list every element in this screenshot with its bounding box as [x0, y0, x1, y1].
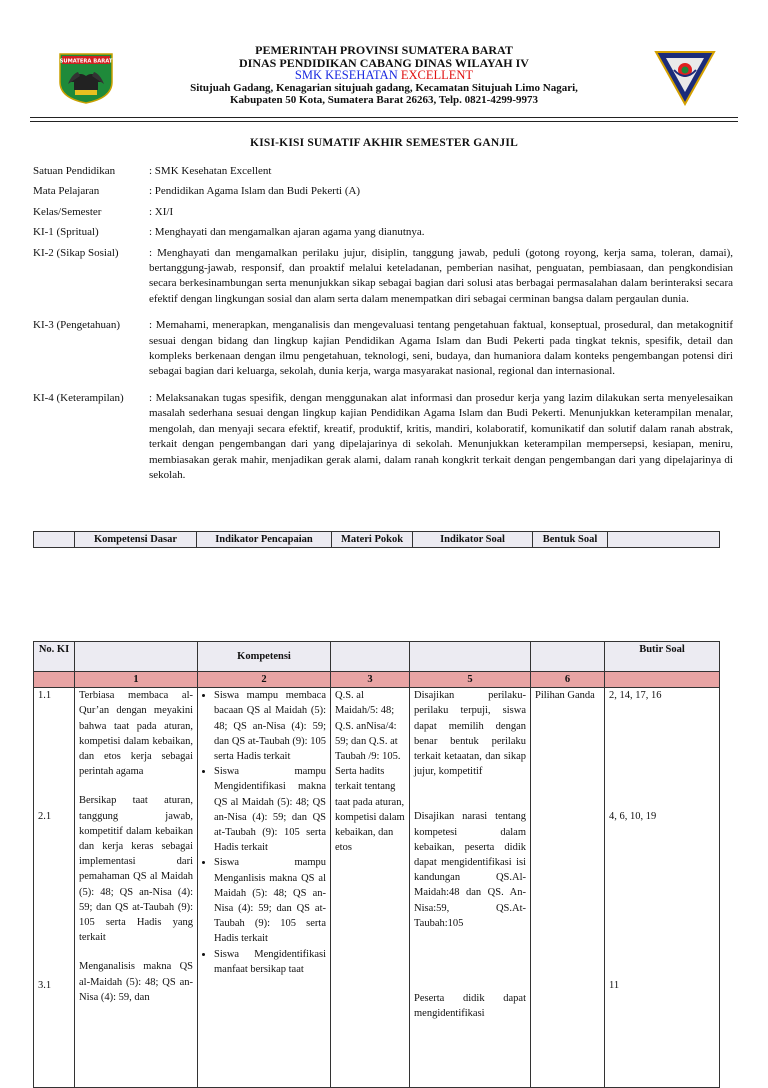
address-line-1: Situjuah Gadang, Kenagarian situjuah gadang, Kecamatan Situjuah Limo Nagari, [190, 81, 578, 94]
info-row: Satuan Pendidikan : SMK Kesehatan Excellent [33, 165, 272, 177]
table-row [34, 688, 720, 1088]
butir-soal-cell: 2, 14, 17, 16 4, 6, 10, 19 11 [605, 688, 720, 1088]
svg-text:SUMATERA BARAT: SUMATERA BARAT [59, 58, 113, 65]
ki-numbers: 1.1 2.1 3.1 [34, 688, 75, 1088]
header-rule-thick [30, 117, 738, 118]
info-row: Mata Pelajaran : Pendidikan Agama Islam dan Budi Pekerti (A) [33, 185, 361, 198]
sumatera-barat-emblem-icon [58, 52, 114, 104]
info-block [33, 164, 733, 488]
school-name: SMK KESEHATAN EXCELLENT [294, 68, 474, 83]
col-indikator-soal: Indikator Soal [413, 532, 533, 548]
head-butir-soal: Butir Soal [605, 642, 720, 672]
agency-line: DINAS PENDIDIKAN CABANG DINAS WILAYAH IV [239, 55, 529, 70]
address-line-2: Kabupaten 50 Kota, Sumatera Barat 26263, Telp. 0821-4299-9973 [229, 94, 538, 107]
gov-line: PEMERINTAH PROVINSI SUMATERA BARAT [255, 43, 513, 57]
head-no-ki: No. KI [34, 642, 75, 672]
document-title: KISI-KISI SUMATIF AKHIR SEMESTER GANJIL [250, 137, 518, 149]
header-rule-thin [30, 121, 738, 122]
head-kompetensi: Kompetensi [198, 642, 331, 672]
col-kompetensi-dasar: Kompetensi Dasar [75, 532, 197, 548]
info-row: KI-3 (Pengetahuan) : Memahami, menerapkan, menganalisis dan mengevaluasi tentang pengetahuan faktual, konseptual, prosedural, dan metakognitif sesuai dengan bidang dan lingkup kajian Pendidikan Agama Islam dan Budi Pekerti pada tingkat teknis, spesifik, detail dan kompleks berkenaan dengan ilmu pengetahuan, teknologi, seni, budaya, dan humaniora dalam konteks pengembangan potensi diri sebagai bagian dari keluarga, sekolah, dunia kerja, warga masyarakat nasional, regional dan internasional. [33, 319, 733, 378]
kisi-kisi-table: No. KI Kompetensi Butir Soal 1 2 3 5 6 1.1 2.1 3.1 Terbiasa membaca al-Qur’an dengan meyakini bahwa taat pada aturan, kompetisi dalam kebaikan, dan etos kerja sebagai perintah agama Bersikap taat aturan, tanggung jawab, kompetitif dalam kebaikan dan kerja keras sebagai implementasi dari pemahaman QS al Maidah (5): 48; QS an-Nisa (4): 59; dan QS at-Taubah (9): 105 serta Hadis yang terkait Menganalisis makna QS al-Maidah (5): 48; QS an-Nisa (4): 59, dan • Siswa mampu membaca bacaan QS al Maidah (5): 48; QS an-Nisa (4): 59; dan QS at-Taubah (9): 105 serta Hadis terkait • Siswa mampu Mengidentifikasi makna QS al Maidah (5): 48; QS an-Nisa (4): 59; dan QS at-Taubah (9): 105 serta Hadis terkait • Siswa mampu Menganlisis makna QS al Maidah (5): 48; QS an-Nisa (4): 59; dan QS at-Taubah (9): 105 serta Hadis terkait • Siswa Mengidentifikasi manfaat bersikap taat Q.S. al Maidah/5: 48; Q.S. anNisa/4: 59; dan Q.S. at Taubah /9: 105. Serta hadits terkait tentang taat pada aturan, kompetisi dalam kebaikan, dan etos Disajikan perilaku-perilaku terpuji, siswa dapat memilih dengan benar bentuk perilaku terkait ketaatan, dan sikap jujur, kompetitif Disajikan narasi tentang kompetesi dalam kebaikan, peserta didik dapat mengidentifikasi isi kandungan QS.Al-Maidah:48 dan QS. An-Nisa:59, QS.At-Taubah:105 Peserta didik dapat mengidentifikasi Pilihan Ganda 2, 14, 17, 16 4, 6, 10, 19 11 [33, 641, 720, 1088]
info-row: KI-1 (Spritual) : Menghayati dan mengamalkan ajaran agama yang dianutnya. [33, 226, 425, 239]
header-table [33, 531, 720, 548]
col-materi-pokok: Materi Pokok [332, 532, 413, 548]
info-row: KI-2 (Sikap Sosial) : Menghayati dan mengamalkan perilaku jujur, disiplin, tanggung jawab, peduli (gotong royong, kerja sama, toleran, damai), bertanggung-jawab, responsif, dan proaktif melalui keteladanan, pemberian nasihat, penguatan, pembiasaan, dan pengkondisian secara berkesinambungan serta menunjukkan sikap sebagai bagian dari solusi atas berbagai permasalahan dalam berinteraksi secara efektif dengan lingkungan sosial dan alam serta dalam menempatkan diri sebagai cerminan bangsa dalam pergaulan dunia. [33, 246, 733, 305]
indikator-soal-cell: Disajikan perilaku-perilaku terpuji, siswa dapat memilih dengan benar bentuk perilaku terkait ketaatan, dan sikap jujur, kompetitif Disajikan narasi tentang kompetesi dalam kebaikan, peserta didik dapat mengidentifikasi isi kandungan QS.Al-Maidah:48 dan QS. An-Nisa:59, QS.At-Taubah:105 Peserta didik dapat mengidentifikasi [410, 688, 531, 1088]
indikator-pencapaian-cell: • Siswa mampu membaca bacaan QS al Maidah (5): 48; QS an-Nisa (4): 59; dan QS at-Taubah (9): 105 serta Hadis terkait • Siswa mampu Mengidentifikasi makna QS al Maidah (5): 48; QS an-Nisa (4): 59; dan QS at-Taubah (9): 105 serta Hadis terkait • Siswa mampu Menganlisis makna QS al Maidah (5): 48; QS an-Nisa (4): 59; dan QS at-Taubah (9): 105 serta Hadis terkait • Siswa Mengidentifikasi manfaat bersikap taat [198, 688, 331, 1088]
letterhead [0, 0, 768, 125]
info-row: KI-4 (Keterampilan) : Melaksanakan tugas spesifik, dengan menggunakan alat informasi dan prosedur kerja yang lazim dilakukan serta menyelesaikan masalah sederhana sesuai dengan lingkup kajian Pendidikan Agama Islam dan Budi Pekerti. Menunjukkan keterampilan menalar, mengolah, dan menyaji secara efektif, kreatif, produktif, kritis, mandiri, kolaboratif, komunikatif dan solutif dalam ranah abstrak, terkait dengan pengembangan dari yang dipelajarinya di sekolah. Menunjukkan keterampilan mempersepsi, kesiapan, meniru, membiasakan gerak mahir, menjadikan gerak alami, dalam ranah kongkrit terkait dengan pengembangan dari yang dipelajarinya di sekolah. [33, 391, 733, 481]
materi-pokok-cell: Q.S. al Maidah/5: 48; Q.S. anNisa/4: 59; dan Q.S. at Taubah /9: 105. Serta hadits terkait tentang taat pada aturan, kompetisi dalam kebaikan, dan etos [331, 688, 410, 1088]
bentuk-soal-cell: Pilihan Ganda [531, 688, 605, 1088]
col-bentuk-soal: Bentuk Soal [533, 532, 608, 548]
info-row: Kelas/Semester : XI/I [33, 205, 174, 218]
kompetensi-dasar-cell: Terbiasa membaca al-Qur’an dengan meyakini bahwa taat pada aturan, kompetisi dalam kebaikan, dan etos kerja sebagai perintah agama Bersikap taat aturan, tanggung jawab, kompetitif dalam kebaikan dan kerja keras sebagai implementasi dari pemahaman QS al Maidah (5): 48; QS an-Nisa (4): 59; dan QS at-Taubah (9): 105 serta Hadis yang terkait Menganalisis makna QS al-Maidah (5): 48; QS an-Nisa (4): 59, dan [75, 688, 198, 1088]
col-indikator-pencapaian: Indikator Pencapaian [197, 532, 332, 548]
school-shield-icon [654, 48, 716, 106]
